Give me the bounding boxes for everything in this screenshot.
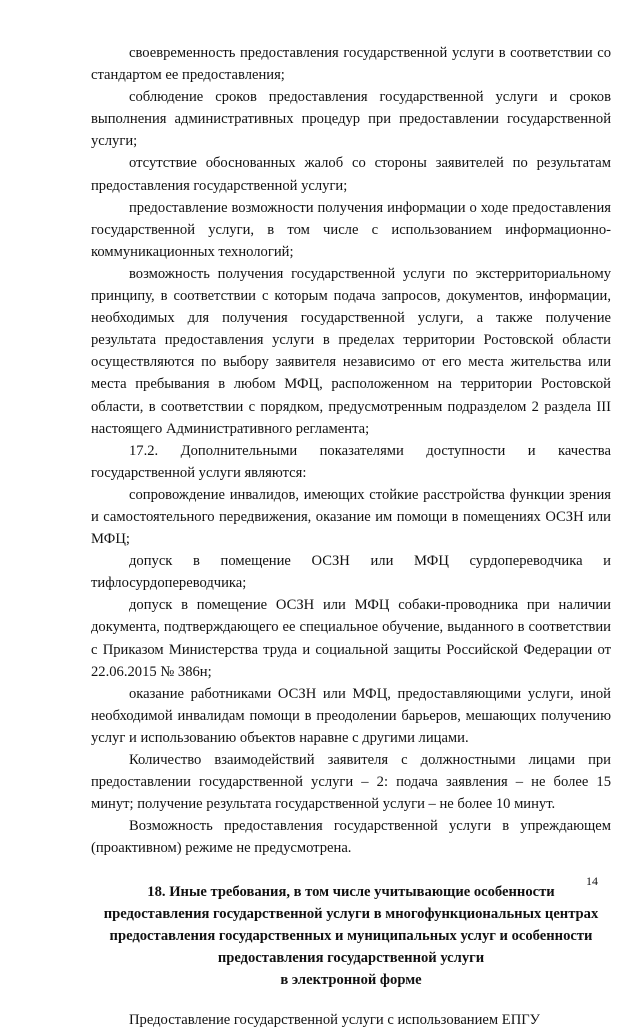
paragraph-interactions-count: Количество взаимодействий заявителя с должностными лицами при предоставлении государственной услуги – 2: подача заявления – не более 15 минут; получение результата государственной услуги – не более 10 минут. [91, 752, 611, 813]
heading-line: 18. Иные требования, в том числе учитывающие особенности [147, 884, 555, 901]
paragraph-staff-assistance: оказание работниками ОСЗН или МФЦ, предоставляющими услуги, иной необходимой инвалидам помощи в преодолении барьеров, мешающих получению услуг и использованию объектов наравне с другими лицами. [91, 685, 611, 746]
paragraph-no-complaints: отсутствие обоснованных жалоб со стороны заявителей по результатам предоставления государственной услуги; [91, 155, 611, 194]
paragraph-escort-disabled: сопровождение инвалидов, имеющих стойкие расстройства функции зрения и самостоятельного передвижения, оказание им помощи в помещениях ОСЗН или МФЦ; [91, 486, 611, 548]
document-page [91, 42, 611, 1032]
heading-line: в электронной форме [280, 972, 422, 989]
paragraph-extraterritorial: возможность получения государственной услуги по экстерриториальному принципу, в соответствии с которым подача запросов, документов, информации, необходимых для получения государственной услуги, а также получение результата предоставления услуги в пределах территории Ростовской области осуществляются по выбору заявителя независимо от его места жительства или места пребывания в любом МФЦ, расположенном на территории Ростовской области, в соответствии с порядком, предусмотренным подразделом 2 раздела III настоящего Административного регламента; [91, 265, 611, 437]
paragraph-17-2: 17.2. Дополнительными показателями доступности и качества государственной услуги являются: [91, 442, 611, 481]
paragraph-guide-dog: допуск в помещение ОСЗН или МФЦ собаки-проводника при наличии документа, подтверждающего ее специальное обучение, выданного в соответствии с Приказом Министерства труда и социальной защиты Российской Федерации от 22.06.2015 № 386н; [91, 597, 611, 680]
paragraph-timeliness: своевременность предоставления государственной услуги в соответствии со стандартом ее предоставления; [91, 45, 611, 84]
paragraph-sign-interpreter: допуск в помещение ОСЗН или МФЦ сурдопереводчика и тифлосурдопереводчика; [91, 553, 611, 592]
heading-line: предоставления государственных и муниципальных услуг и особенности [109, 928, 593, 945]
heading-line: предоставления государственной услуги [217, 950, 485, 967]
paragraph-deadlines: соблюдение сроков предоставления государственной услуги и сроков выполнения административных процедур при предоставлении государственной услуги; [91, 89, 611, 150]
paragraph-proactive-mode: Возможность предоставления государственной услуги в упреждающем (проактивном) режиме не предусмотрена. [91, 818, 611, 857]
section-18-heading [91, 881, 611, 991]
heading-line: предоставления государственной услуги в многофункциональных центрах [103, 906, 599, 923]
paragraph-progress-info: предоставление возможности получения информации о ходе предоставления государственной услуги, в том числе с использованием информационно-коммуникационных технологий; [91, 199, 611, 260]
paragraph-epgu: Предоставление государственной услуги с использованием ЕПГУ [129, 1012, 540, 1029]
page-number: 14 [586, 874, 598, 888]
